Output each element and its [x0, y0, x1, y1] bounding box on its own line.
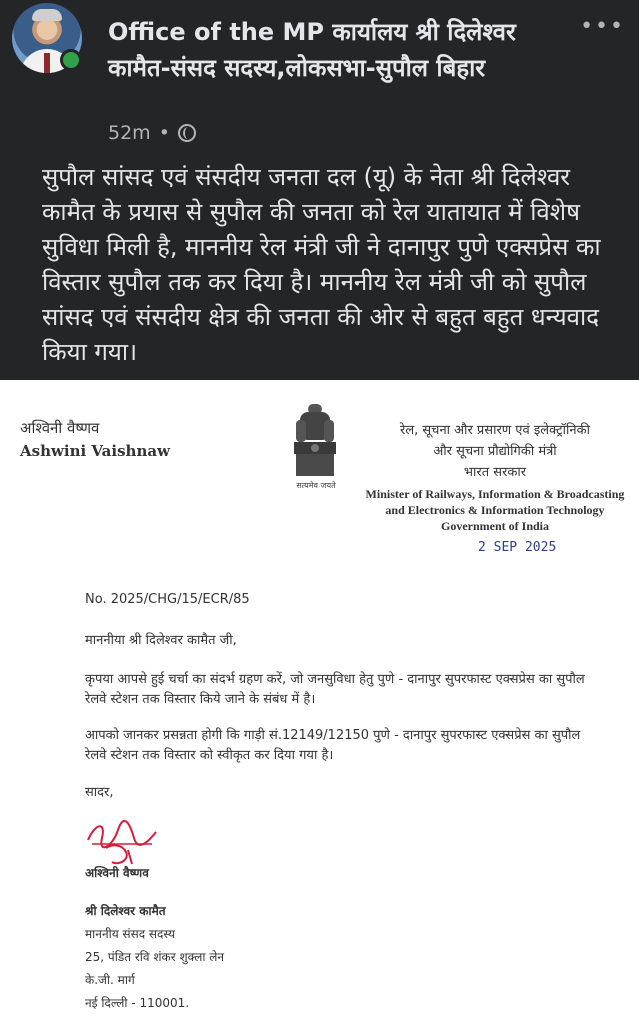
sender-name-english: Ashwini Vaishnaw	[20, 442, 170, 460]
address-line-1: माननीय संसद सदस्य	[85, 927, 176, 941]
letter-paragraph-2: आपको जानकर प्रसन्नता होगी कि गाड़ी सं.12149/12150 पुणे - दानापुर सुपरफास्ट एक्सप्रेस का सुपौल रेलवे स्टेशन तक विस्तार को स्वीकृत कर दिया गया है।	[85, 728, 581, 763]
meta-separator: •	[158, 122, 170, 144]
page-name[interactable]: Office of the MP कार्यालय श्री दिलेश्वर कामैत-संसद सदस्य,लोकसभा-सुपौल बिहार	[108, 18, 516, 82]
salutation: माननीया श्री दिलेश्वर कामैत जी,	[85, 633, 237, 648]
globe-icon[interactable]	[178, 124, 196, 142]
letter-paragraph-1: कृपया आपसे हुई चर्चा का संदर्भ ग्रहण करें, जो जनसुविधा हेतु पुणे - दानापुर सुपरफास्ट एक्सप्रेस का सुपौल रेलवे स्टेशन तक विस्तार किये जाने के संबंध में है।	[85, 672, 585, 707]
ministry-title-hindi: रेल, सूचना और प्रसारण एवं इलेक्ट्रॉनिकी और सूचना प्रौद्योगिकी मंत्री भारत सरकार	[400, 423, 590, 480]
address-line-4: नई दिल्ली - 110001.	[85, 996, 190, 1010]
post-time[interactable]: 52m	[108, 122, 151, 144]
letter-image[interactable]	[0, 380, 639, 1024]
post-text: सुपौल सांसद एवं संसदीय जनता दल (यू) के नेता श्री दिलेश्वर कामैत के प्रयास से सुपौल की जनता को रेल यातायात में विशेष सुविधा मिली है, माननीय रेल मंत्री जी ने दानापुर पुणे एक्सप्रेस का विस्तार सुपौल तक कर दिया है। माननीय रेल मंत्री जी को सुपौल सांसद एवं संसदीय क्षेत्र की जनता की ओर से बहुत बहुत धन्यवाद किया गया।	[42, 163, 601, 366]
national-emblem	[290, 400, 340, 490]
recipient-address	[85, 900, 224, 1015]
emblem-motto: सत्यमेव जयते	[296, 481, 336, 490]
post-header	[0, 0, 639, 160]
closing: सादर,	[85, 785, 114, 800]
date-stamp: 2 SEP 2025	[478, 540, 557, 555]
recipient-name: श्री दिलेश्वर कामैत	[85, 904, 166, 918]
ministry-title-english: Minister of Railways, Information & Broadcasting and Electronics & Information Technology Government of India	[365, 487, 625, 533]
reference-number: No. 2025/CHG/15/ECR/85	[85, 592, 250, 607]
online-status-icon	[60, 49, 82, 71]
address-line-3: के.जी. मार्ग	[85, 973, 135, 987]
address-line-2: 25, पंडित रवि शंकर शुक्ला लेन	[85, 950, 225, 964]
avatar[interactable]	[12, 3, 82, 73]
more-options-icon[interactable]: •••	[580, 14, 625, 39]
signer-name: अश्विनी वैष्णव	[85, 866, 149, 880]
post-meta	[108, 122, 196, 144]
sender-name-hindi: अश्विनी वैष्णव	[20, 419, 100, 437]
